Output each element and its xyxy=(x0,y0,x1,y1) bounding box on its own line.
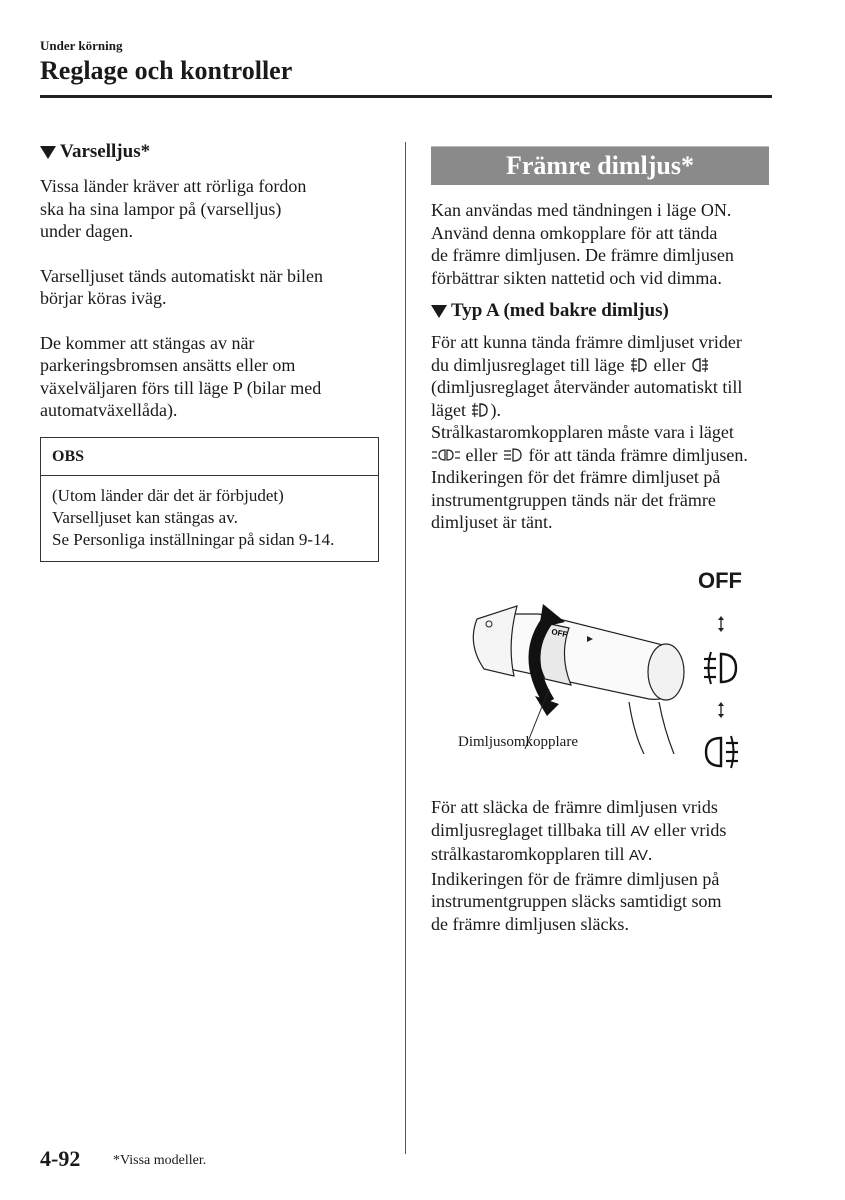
up-down-arrow-icon xyxy=(717,616,725,632)
rear-fog-light-icon xyxy=(690,357,710,373)
fog-instruction-paragraph: För att kunna tända främre dimljuset vrider du dimljusreglaget till läge eller (dimljusreglaget återvänder automatiskt till läget ). Strålkastaromkopplaren måste vara i läget eller för att tända främre dimljusen. Indikeringen för det främre dimljuset på instrumentgruppen tänds när det främre dimljuset är tänt. xyxy=(431,332,748,532)
rear-fog-light-icon xyxy=(701,734,741,770)
title-rule xyxy=(40,95,772,98)
varselljus-paragraph-2: Varselljuset tänds automatiskt när bilen börjar köras iväg. xyxy=(40,265,323,308)
turn-off-section xyxy=(431,796,773,935)
fog-intro-paragraph: Kan användas med tändningen i läge ON. Använd denna omkopplare för att tända de främre dimljusen. De främre dimljusen förbättrar sikten nattetid och vid dimma. xyxy=(431,200,734,288)
note-heading: OBS xyxy=(41,438,378,476)
triangle-bullet-icon xyxy=(40,146,56,159)
varselljus-paragraph-1: Vissa länder kräver att rörliga fordon ska ha sina lampor på (varselljus) under dagen. xyxy=(40,176,307,241)
lever-off-mark: OFF xyxy=(550,627,569,640)
page-title: Reglage och kontroller xyxy=(40,56,293,85)
varselljus-heading xyxy=(40,140,385,164)
headlight-icon xyxy=(502,447,524,463)
footnote: *Vissa modeller. xyxy=(113,1153,207,1168)
note-box xyxy=(40,437,379,562)
page-number: 4-92 xyxy=(40,1146,81,1171)
varselljus-heading-text: Varselljus* xyxy=(60,141,151,162)
turn-off-paragraph: För att släcka de främre dimljusen vrids dimljusreglaget tillbaka till AV eller vrids strålkastaromkopplaren till AV. Indikeringen för de främre dimljusen på instrumentgruppen släcks samtidigt som de främre dimljusen släcks. xyxy=(431,797,727,934)
column-divider xyxy=(405,142,406,1154)
fog-switch-figure xyxy=(431,562,773,784)
up-down-arrow-icon xyxy=(717,702,725,718)
section-banner: Främre dimljus* xyxy=(431,146,769,185)
left-column xyxy=(40,140,385,422)
section-label: Under körning xyxy=(40,38,123,53)
right-column xyxy=(431,146,773,534)
triangle-bullet-icon xyxy=(431,305,447,318)
av-label: AV xyxy=(630,822,650,840)
figure-caption: Dimljusomkopplare xyxy=(458,734,578,750)
off-position-label: OFF xyxy=(698,568,742,593)
front-fog-light-icon xyxy=(470,402,490,418)
type-a-heading xyxy=(431,299,773,323)
varselljus-paragraph-3: De kommer att stängas av när parkeringsbromsen ansätts eller om växelväljaren förs till läge P (bilar med automatväxellåda). xyxy=(40,332,322,420)
type-a-heading-text: Typ A (med bakre dimljus) xyxy=(451,300,669,321)
front-fog-light-icon xyxy=(629,357,649,373)
note-body: (Utom länder där det är förbjudet) Varselljuset kan stängas av. Se Personliga inställningar på sidan 9-14. xyxy=(52,486,335,549)
av-label: AV xyxy=(628,847,648,864)
front-fog-light-icon xyxy=(701,650,741,686)
parking-light-icon xyxy=(431,447,461,463)
combination-switch-illustration xyxy=(459,584,699,754)
